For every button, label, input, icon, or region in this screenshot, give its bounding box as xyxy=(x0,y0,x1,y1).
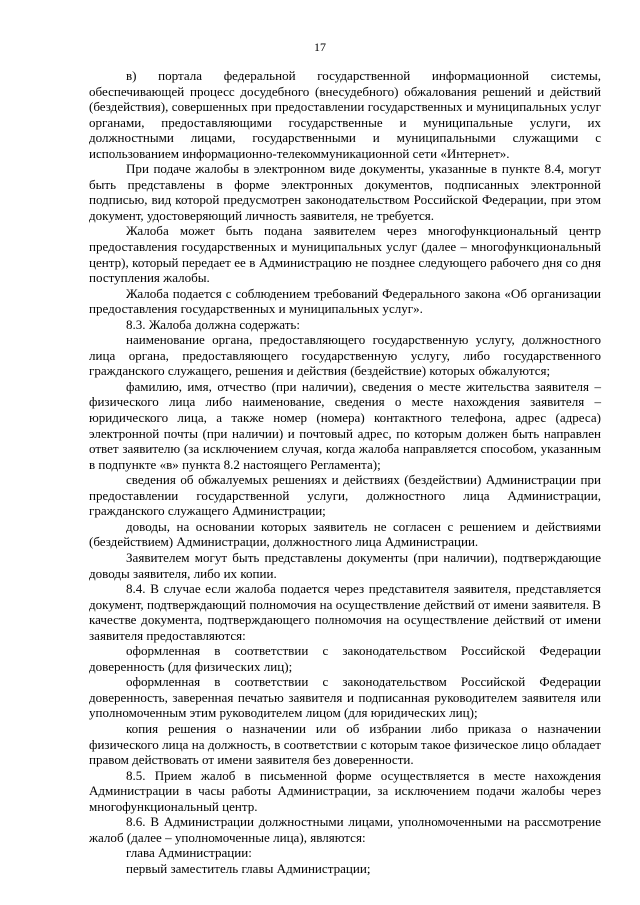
paragraph-power-of-attorney-legal: оформленная в соответствии с законодательством Российской Федерации доверенность, заверенная печатью заявителя и подписанная руководителем заявителя или уполномоченным этим руководителем лицом (для юридических лиц); xyxy=(89,674,601,721)
paragraph-first-deputy: первый заместитель главы Администрации; xyxy=(126,860,371,876)
paragraph-head-of-administration: глава Администрации: xyxy=(126,845,252,861)
paragraph-portal: в) портала федеральной государственной информационной системы, обеспечивающей процесс досудебного (внесудебного) обжалования решений и действий (бездействия), совершенных при предоставлении государственных и муниципальных услуг органами, предоставляющими государственные и муниципальные услуги, их должностными лицами, государственными и муниципальными служащими с использованием информационно-телекоммуникационной сети «Интернет». xyxy=(89,68,601,161)
paragraph-8-6-authorized-persons: 8.6. В Администрации должностными лицами, уполномоченными на рассмотрение жалоб (далее – уполномоченные лица), являются: xyxy=(89,814,601,845)
paragraph-power-of-attorney-individuals: оформленная в соответствии с законодательством Российской Федерации доверенность (для физических лиц); xyxy=(89,643,601,674)
paragraph-supporting-documents: Заявителем могут быть представлены документы (при наличии), подтверждающие доводы заявителя, либо их копии. xyxy=(89,549,601,581)
paragraph-authority-name: наименование органа, предоставляющего государственную услугу, должностного лица органа, предоставляющего государственную услугу, либо государственного гражданского служащего, решения и действия (бездействие) которых обжалуются; xyxy=(89,332,601,379)
paragraph-8-3-heading: 8.3. Жалоба должна содержать: xyxy=(126,316,301,332)
page-number: 17 xyxy=(314,40,326,54)
paragraph-8-5-reception: 8.5. Прием жалоб в письменной форме осуществляется в месте нахождения Администрации в часы работы Администрации, за исключением подачи жалобы через многофункциональный центр. xyxy=(89,767,601,814)
paragraph-arguments: доводы, на основании которых заявитель не согласен с решением и действиями (бездействием) Администрации, должностного лица Администрации. xyxy=(89,518,601,550)
paragraph-appealed-decisions: сведения об обжалуемых решениях и действиях (бездействии) Администрации при предоставлении государственной услуги, должностного лица Администрации, гражданского служащего Администрации; xyxy=(89,472,601,519)
paragraph-mfc-submission: Жалоба может быть подана заявителем через многофункциональный центр предоставления государственных и муниципальных услуг (далее – многофункциональный центр), который передает ее в Администрацию не позднее следующего рабочего дня со дня поступления жалобы. xyxy=(89,223,601,286)
paragraph-appointment-decision: копия решения о назначении или об избрании либо приказа о назначении физического лица на должность, в соответствии с которым такое физическое лицо обладает правом действовать от имени заявителя без доверенности. xyxy=(89,720,601,768)
paragraph-electronic-complaint: При подаче жалобы в электронном виде документы, указанные в пункте 8.4, могут быть представлены в форме электронных документов, подписанных электронной подписью, вид которой предусмотрен законодательством Российской Федерации, при этом документ, удостоверяющий личность заявителя, не требуется. xyxy=(89,161,601,223)
paragraph-8-4-representative: 8.4. В случае если жалоба подается через представителя заявителя, представляется документ, подтверждающий полномочия на осуществление действий от имени заявителя. В качестве документа, подтверждающего полномочия на осуществление действий от имени заявителя предоставляются: xyxy=(89,581,601,643)
paragraph-applicant-details: фамилию, имя, отчество (при наличии), сведения о месте жительства заявителя – физического лица либо наименование, сведения о месте нахождения заявителя – юридического лица, а также номер (номера) контактного телефона, адрес (адреса) электронной почты (при наличии) и почтовый адрес, по которым должен быть направлен ответ заявителю (за исключением случая, когда жалоба направляется способом, указанным в подпункте «в» пункта 8.2 настоящего Регламента); xyxy=(89,378,601,472)
document-body xyxy=(89,68,601,876)
paragraph-federal-law: Жалоба подается с соблюдением требований Федерального закона «Об организации предоставления государственных и муниципальных услуг». xyxy=(89,285,601,317)
